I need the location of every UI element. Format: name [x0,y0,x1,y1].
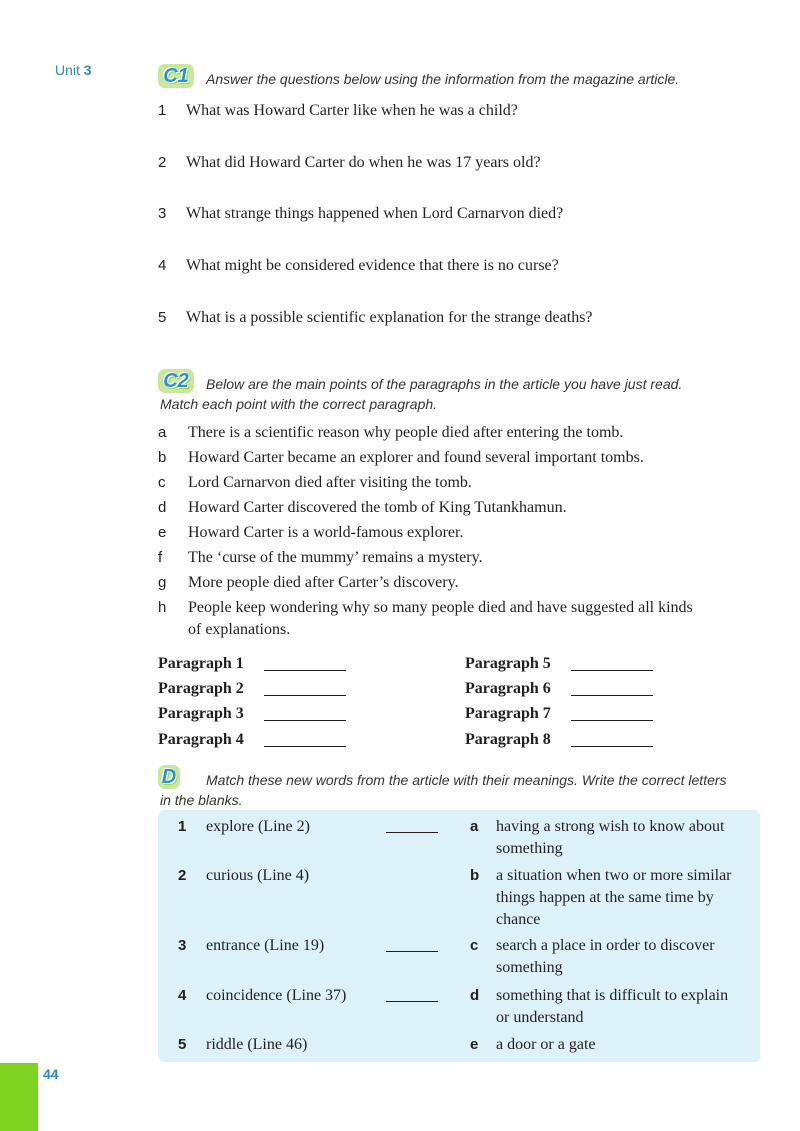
c2-point: e Howard Carter is a world-famous explorer. [158,524,464,541]
answer-blank[interactable] [264,695,346,696]
d-badge: D [161,766,177,788]
c2-badge: C2 [163,370,189,392]
paragraph-answer[interactable]: Paragraph 7 [465,704,551,724]
answer-blank[interactable] [264,720,346,721]
answer-blank[interactable] [571,695,653,696]
c2-point: c Lord Carnarvon died after visiting the tomb. [158,474,472,491]
vocab-answer-blank[interactable] [386,832,438,833]
c1-question: 5 What is a possible scientific explanation for the strange deaths? [158,309,593,326]
vocab-answer-blank[interactable] [386,951,438,952]
c2-point: b Howard Carter became an explorer and found several important tombs. [158,449,644,466]
c1-question: 1 What was Howard Carter like when he was a child? [158,102,518,119]
c2-point: h People keep wondering why so many people died and have suggested all kinds of explanations. [158,599,693,638]
answer-blank[interactable] [264,670,346,671]
vocab-meaning: c search a place in order to discover something [470,937,715,976]
paragraph-answer[interactable]: Paragraph 3 [158,704,244,724]
paragraph-answer[interactable]: Paragraph 5 [465,654,551,674]
vocab-answer-blank[interactable] [386,1001,438,1002]
vocab-meaning: a having a strong wish to know about something [470,818,725,857]
paragraph-answer[interactable]: Paragraph 1 [158,654,244,674]
vocabulary-match-box: 1 explore (Line 2) 2 curious (Line 4) 3 entrance (Line 19) 4 coincidence (Line 37) 5 riddle (Line 46) a having a strong wish to know about something b a situation when two or more similar things happen at the same time by chance c search a place in order to discover something d something that is difficult to explain or understand e a door or a gate [158,810,760,1062]
vocab-meaning: b a situation when two or more similar things happen at the same time by chance [470,867,732,928]
paragraph-answer[interactable]: Paragraph 2 [158,679,244,699]
paragraph-answer[interactable]: Paragraph 4 [158,730,244,750]
paragraph-answer[interactable]: Paragraph 8 [465,730,551,750]
vocab-meaning: d something that is difficult to explain or understand [470,987,729,1026]
c2-point: a There is a scientific reason why people died after entering the tomb. [158,424,624,441]
unit-label: Unit 3 [55,62,92,78]
c1-question: 3 What strange things happened when Lord Carnarvon died? [158,205,564,222]
vocab-meaning: e a door or a gate [470,1036,596,1053]
unit-number: 3 [83,62,92,78]
d-instruction-line2: in the blanks. [160,792,243,808]
c2-instruction-line2: Match each point with the correct paragraph. [160,396,438,412]
c2-point: d Howard Carter discovered the tomb of King Tutankhamun. [158,499,567,516]
answer-blank[interactable] [571,720,653,721]
answer-blank[interactable] [571,670,653,671]
d-instruction-line1: Match these new words from the article with their meanings. Write the correct letters [206,772,727,788]
c1-question: 4 What might be considered evidence that there is no curse? [158,257,559,274]
c2-point: g More people died after Carter’s discovery. [158,574,459,591]
c2-instruction-line1: Below are the main points of the paragraphs in the article you have just read. [206,376,683,392]
page-number: 44 [43,1066,59,1082]
answer-blank[interactable] [571,746,653,747]
paragraph-answer[interactable]: Paragraph 6 [465,679,551,699]
page-edge-tab [0,1063,38,1131]
c2-point: f The ‘curse of the mummy’ remains a mystery. [158,549,483,566]
c1-question: 2 What did Howard Carter do when he was 17 years old? [158,154,541,171]
c1-badge: C1 [163,65,189,87]
c1-instruction: Answer the questions below using the information from the magazine article. [206,71,680,87]
answer-blank[interactable] [264,746,346,747]
